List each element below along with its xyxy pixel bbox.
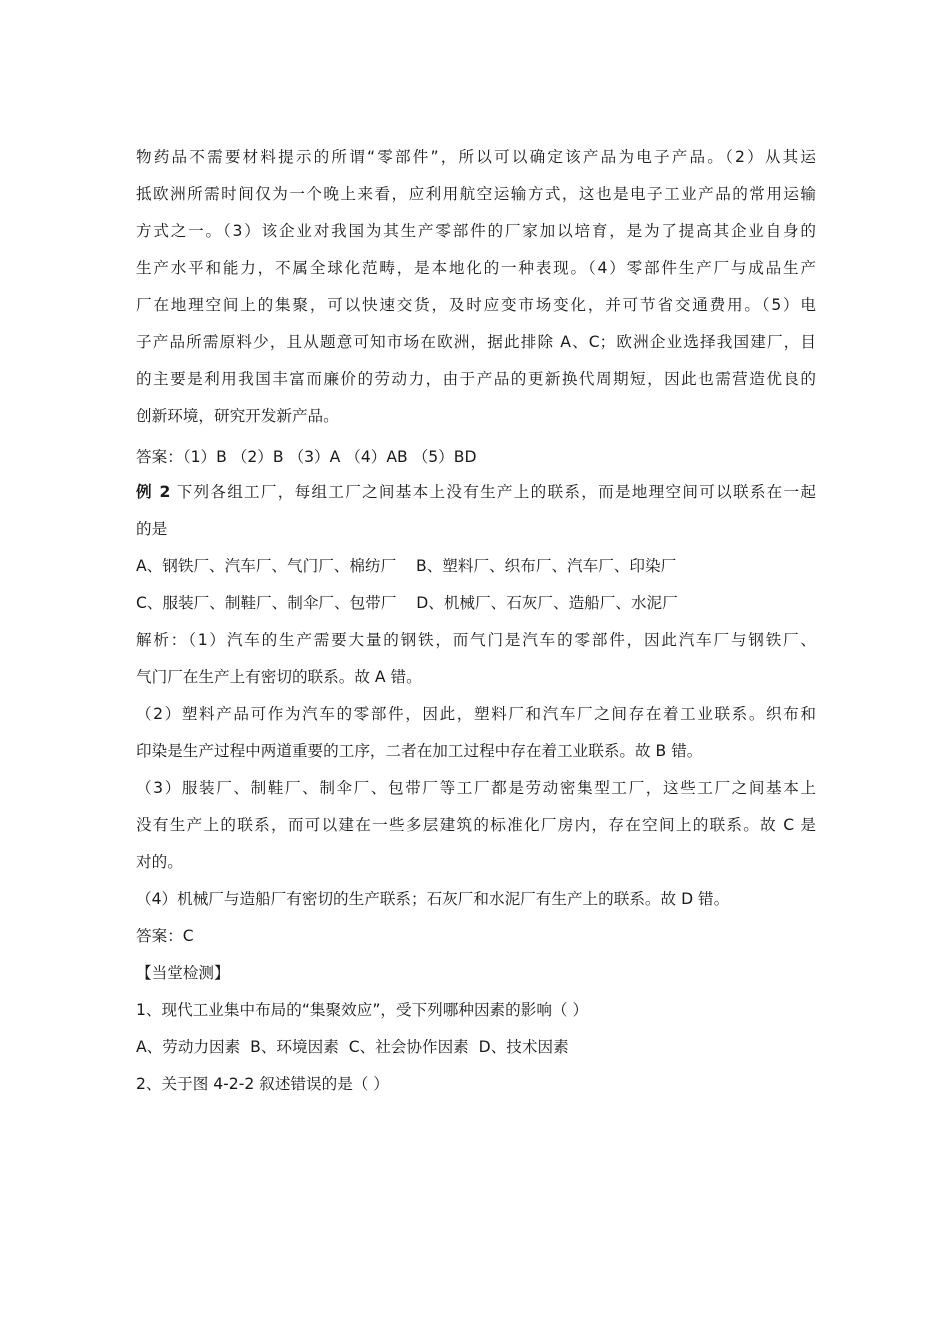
example-label: 例 2 [136,483,171,501]
text-line: 对的。 [136,853,183,871]
text-line: （4）机械厂与造船厂有密切的生产联系；石灰厂和水泥厂有生产上的联系。故 D 错。 [136,890,730,908]
question-text: 的是 [136,520,168,538]
text-line: 没有生产上的联系，而可以建在一些多层建筑的标准化厂房内，存在空间上的联系。故 C 是 [136,816,816,834]
question-text: 2、关于图 4-2-2 叙述错误的是（ ） [136,1075,389,1093]
options-row: C、服装厂、制鞋厂、制伞厂、包带厂 D、机械厂、石灰厂、造船厂、水泥厂 [136,594,678,612]
options-row: A、劳动力因素 B、环境因素 C、社会协作因素 D、技术因素 [136,1038,569,1056]
text-line: 解析：（1）汽车的生产需要大量的钢铁，而气门是汽车的零部件，因此汽车厂与钢铁厂、 [136,631,816,649]
text-line: （3）服装厂、制鞋厂、制伞厂、包带厂等工厂都是劳动密集型工厂，这些工厂之间基本上 [136,779,816,797]
text-line: 方式之一。（3）该企业对我国为其生产零部件的厂家加以培育，是为了提高其企业自身的 [136,222,816,240]
answer-line: 答案：C [136,927,194,945]
options-row: A、钢铁厂、汽车厂、气门厂、棉纺厂 B、塑料厂、织布厂、汽车厂、印染厂 [136,557,677,575]
question-text: 1、现代工业集中布局的“集聚效应”，受下列哪种因素的影响（ ） [136,1001,589,1019]
text-line: 印染是生产过程中两道重要的工序，二者在加工过程中存在着工业联系。故 B 错。 [136,742,703,760]
answer-line: 答案：（1）B （2）B （3）A （4）AB （5）BD [136,448,477,466]
text-line: 创新环境，研究开发新产品。 [136,407,339,425]
text-line: 厂在地理空间上的集聚，可以快速交货，及时应变市场变化，并可节省交通费用。（5）电 [136,296,816,314]
question-text: 下列各组工厂，每组工厂之间基本上没有生产上的联系，而是地理空间可以联系在一起 [170,483,816,501]
text-line: 物药品不需要材料提示的所谓“零部件”，所以可以确定该产品为电子产品。（2）从其运 [136,148,816,166]
section-heading: 【当堂检测】 [136,964,230,982]
example-question [136,483,816,501]
text-line: 子产品所需原料少，且从题意可知市场在欧洲，据此排除 A、C；欧洲企业选择我国建厂，目 [136,333,816,351]
text-line: 抵欧洲所需时间仅为一个晚上来看，应利用航空运输方式，这也是电子工业产品的常用运输 [136,185,816,203]
text-line: 的主要是利用我国丰富而廉价的劳动力，由于产品的更新换代周期短，因此也需营造优良的 [136,370,816,388]
text-line: 生产水平和能力，不属全球化范畴，是本地化的一种表现。（4）零部件生产厂与成品生产 [136,259,816,277]
text-line: （2）塑料产品可作为汽车的零部件，因此，塑料厂和汽车厂之间存在着工业联系。织布和 [136,705,816,723]
text-line: 气门厂在生产上有密切的联系。故 A 错。 [136,668,422,686]
